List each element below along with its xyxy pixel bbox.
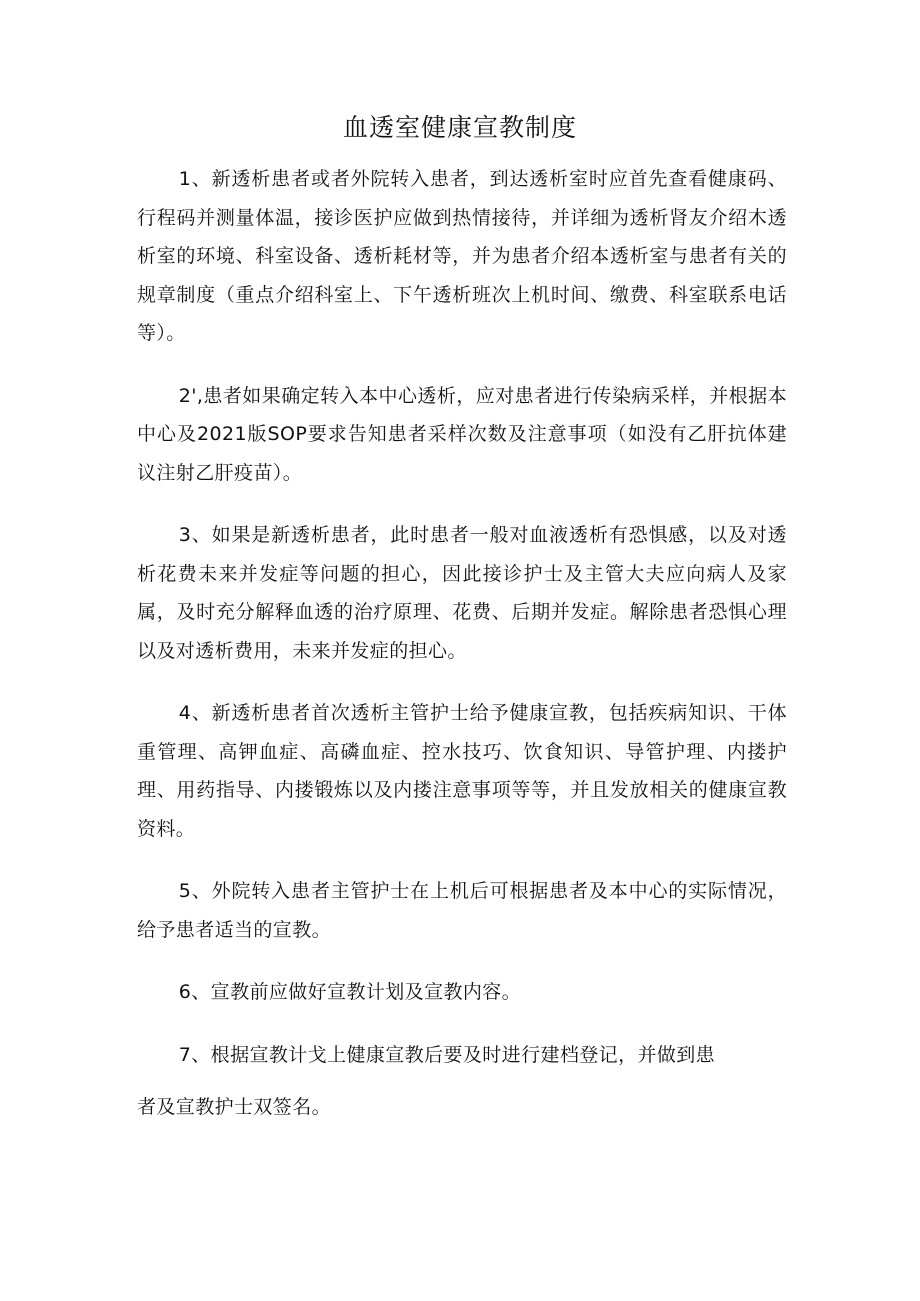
paragraph-7 bbox=[137, 1036, 787, 1127]
paragraph-1: 1、新透析患者或者外院转入患者，到达透析室时应首先查看健康码、行程码并测量体温，接诊医护应做到热情接待，并详细为透析肾友介绍木透析室的环境、科室设备、透析耗材等，并为患者介绍本透析室与患者有关的规章制度（重点介绍科室上、下午透析班次上机时间、缴费、科室联系电话等）。 bbox=[137, 168, 787, 344]
paragraph-2: 2',患者如果确定转入本中心透析，应对患者进行传染病采样，并根据本中心及2021版SOP要求告知患者采样次数及注意事项（如没有乙肝抗体建议注射乙肝疫苗）。 bbox=[137, 384, 787, 484]
document-title: 血透室健康宣教制度 bbox=[342, 113, 577, 142]
document-body bbox=[137, 160, 787, 1151]
paragraph-5: 5、外院转入患者主管护士在上机后可根据患者及本中心的实际情况，给予患者适当的宣教。 bbox=[137, 880, 787, 941]
paragraph-6: 6、宣教前应做好宣教计划及宣教内容。 bbox=[178, 981, 522, 1003]
paragraph-7-line-1: 7、根据宣教计戈上健康宣教后要及时进行建档登记，并做到患 bbox=[178, 1043, 716, 1066]
paragraph-4: 4、新透析患者首次透析主管护士给予健康宣教，包括疾病知识、干体重管理、高钾血症、高磷血症、控水技巧、饮食知识、导管护理、内搂护理、用药指导、内搂锻炼以及内搂注意事项等等，并且发放相关的健康宣教资料。 bbox=[137, 702, 787, 840]
paragraph-7-line-2: 者及宣教护士双签名。 bbox=[137, 1096, 332, 1118]
paragraph-3: 3、如果是新透析患者，此时患者一般对血液透析有恐惧感，以及对透析花费未来并发症等问题的担心，因此接诊护士及主管大夫应向病人及家属，及时充分解释血透的治疗原理、花费、后期并发症。解除患者恐惧心理以及对透析费用，未来并发症的担心。 bbox=[137, 524, 787, 662]
